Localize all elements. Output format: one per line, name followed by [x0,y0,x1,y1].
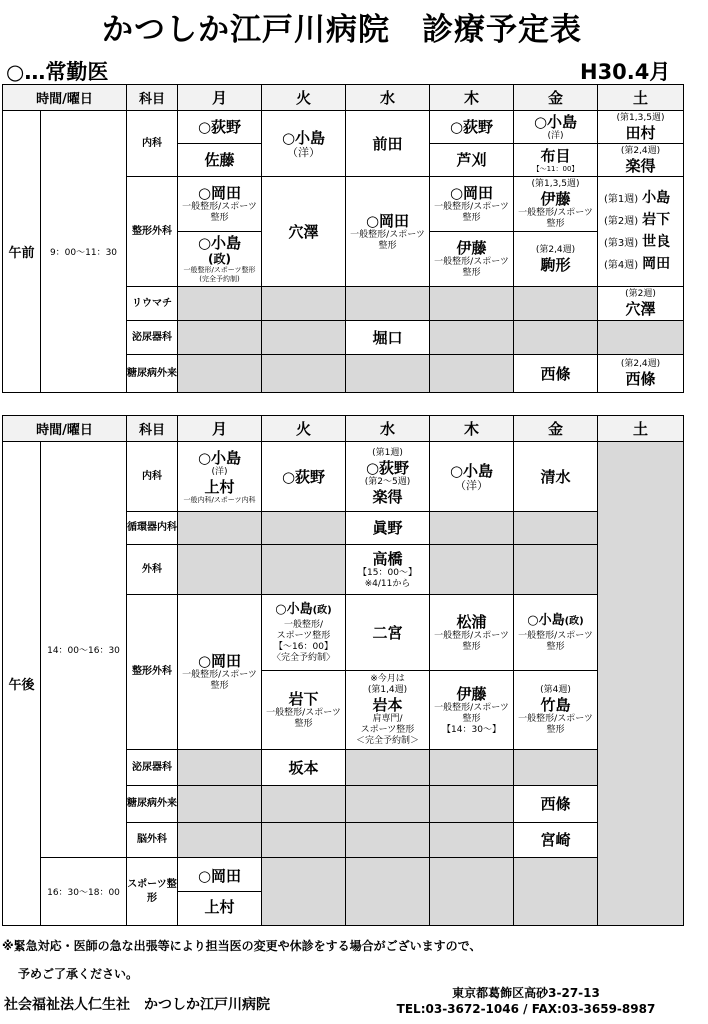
doctor-name: ○小島 [533,112,578,131]
cell [430,177,514,232]
morning-schedule-table [2,84,684,393]
cell [346,111,430,177]
specialty: 一般整形/スポーツ整形 [518,207,593,229]
day-header-mon: 月 [178,85,262,111]
empty-cell [178,750,262,786]
doctor-note: (政) [564,616,584,627]
time-note: 【15：00～】 [358,567,417,578]
sat-rotation [598,210,683,232]
empty-cell [430,321,514,355]
specialty: 一般整形/スポーツ整形 [518,631,593,652]
week-note: (第2週) [625,289,656,299]
doctor-name: 伊藤 [540,189,571,208]
doctor-name: 駒形 [540,255,571,274]
empty-cell [178,512,262,545]
doctor-name: 布目 [540,146,571,165]
specialty: 一般整形/スポーツ整形 [182,202,257,223]
doctor-name: 伊藤 [456,684,487,703]
sat-rotation [598,254,683,276]
empty-cell [598,321,684,355]
cell [346,442,430,512]
header-row [3,416,684,442]
legend-text: ○…常勤医 [6,60,109,84]
specialty: 一般整形/スポーツ整形 [434,257,509,278]
cell [430,232,514,287]
notice-line-2: 予めご了承ください。 [18,967,139,981]
morning-time: 9：00～11：30 [41,111,127,393]
doctor-name: 上村 [204,477,235,496]
doctor-name: 高橋 [372,549,403,568]
week-note: (第3週) [604,237,639,249]
dept-junkan: 循環器内科 [127,512,178,545]
day-header-fri: 金 [514,416,598,442]
week-note: (第2～5週) [364,476,411,487]
doctor-note: (政) [312,605,332,616]
empty-cell [346,823,430,858]
cell [262,177,346,287]
cell [262,750,346,786]
doctor-note: (政) [208,252,231,266]
morning-label: 午前 [3,111,41,393]
doctor-name: 岩下 [288,690,319,708]
doctor-name: ○岡田 [197,652,242,670]
reservation-note: (完全予約制) [199,275,240,283]
doctor-name: ○岡田 [197,184,242,202]
cell [598,144,684,177]
doctor-name: ○荻野 [365,458,410,477]
cell [598,287,684,321]
specialty: 一般整形/スポーツ整形 [266,708,341,729]
doctor-name: 芦刈 [456,151,487,169]
day-header-mon: 月 [178,416,262,442]
cell [346,177,430,287]
doctor-name: 宮崎 [540,831,571,849]
day-header-wed: 水 [346,85,430,111]
time-note: 【～11：00】 [532,164,579,173]
doctor-name: 坂本 [288,758,319,777]
afternoon-time-2: 16：30～18：00 [41,858,127,926]
empty-cell [430,750,514,786]
doctor-name: ○小島 [281,129,326,147]
dept-seikei: 整形外科 [127,177,178,287]
cell [346,545,430,595]
notice-line-1: ※緊急対応・医師の急な出張等により担当医の変更や休診をする場合がございますので、 [2,939,482,953]
hospital-address: 東京都葛飾区高砂3-27-13 [452,986,600,1000]
cell [598,111,684,144]
specialty: 一般整形/スポーツ整形 [434,630,509,652]
cell [514,232,598,287]
month-note: ※今月は [370,673,405,684]
sat-closed-cell [598,442,684,926]
specialty: 一般整形/スポーツ整形 [183,266,256,274]
week-note: (第1週) [604,193,639,205]
doctor-name: ○小島 [197,448,242,467]
empty-cell [430,545,514,595]
empty-cell [262,512,346,545]
header-row [3,85,684,111]
cell [514,355,598,393]
doctor-name: 清水 [540,467,571,486]
empty-cell [262,355,346,393]
cell [430,144,514,177]
empty-cell [514,287,598,321]
dept-geka: 外科 [127,545,178,595]
specialty: 一般整形/スポーツ整形 [518,713,593,735]
cell [262,595,346,671]
doctor-note: （洋） [287,146,320,159]
specialty: 一般整形/スポーツ整形 [434,702,509,724]
cell [514,144,598,177]
specialty: 一般整形/スポーツ整形 [434,202,509,223]
day-header-wed: 水 [346,416,430,442]
empty-cell [514,545,598,595]
dept-uro: 泌尿器科 [127,750,178,786]
doctor-name: ○岡田 [365,211,410,230]
reservation-note: 〈完全予約制〉 [271,653,335,663]
week-note: (第1,3,5週) [531,178,580,189]
empty-cell [430,823,514,858]
empty-cell [262,287,346,321]
afternoon-label: 午後 [3,442,41,926]
specialty: スポーツ整形 [276,631,331,641]
cell [262,671,346,750]
dept-naika: 内科 [127,111,178,177]
doctor-name: 楽得 [372,487,403,506]
cell [178,858,262,926]
cell [430,442,514,512]
cell [178,144,262,177]
time-note: 【14：30～】 [442,724,501,735]
cell [514,111,598,144]
empty-cell [346,287,430,321]
cell [514,595,598,671]
cell [514,786,598,823]
dept-sports: スポーツ整形 [127,858,178,926]
specialty: 一般整形/スポーツ整形 [350,229,425,251]
afternoon-time-1: 14：00～16：30 [41,442,127,858]
doctor-name: ○小島 [527,613,565,628]
doctor-name: 西條 [540,795,571,813]
doctor-name: 穴澤 [625,300,656,318]
dept-uro: 泌尿器科 [127,321,178,355]
cell [430,111,514,144]
cell [514,671,598,750]
empty-cell [178,823,262,858]
empty-cell [262,321,346,355]
empty-cell [514,321,598,355]
cell [598,177,684,287]
dept-naika: 内科 [127,442,178,512]
reservation-note: ＜完全予約制＞ [355,735,419,746]
empty-cell [178,786,262,823]
dept-dm: 糖尿病外来 [127,355,178,393]
specialty: 一般整形/ [283,620,324,630]
empty-cell [430,512,514,545]
week-note: (第4週) [540,684,571,695]
empty-cell [262,786,346,823]
cell [178,442,262,512]
empty-cell [346,786,430,823]
doctor-name: 西條 [540,364,571,383]
dept-header: 科目 [127,416,178,442]
cell [346,321,430,355]
day-header-sat: 土 [598,85,684,111]
doctor-name: 岩本 [372,695,403,714]
doctor-name: 岡田 [642,255,671,272]
cell [262,442,346,512]
cell [514,823,598,858]
empty-cell [514,512,598,545]
cell [514,177,598,232]
week-note: (第1,3,5週) [616,112,665,123]
week-note: (第1,4週) [367,684,408,695]
doctor-name: 前田 [372,134,403,153]
page-title: かつしか江戸川病院 診療予定表 [102,12,582,48]
doctor-name: 伊藤 [456,239,487,257]
doctor-note: （洋） [455,479,488,492]
week-note: (第4週) [604,259,639,271]
cell [598,355,684,393]
empty-cell [430,355,514,393]
dept-neuro: 脳外科 [127,823,178,858]
doctor-name: 田村 [625,123,656,142]
day-header-thu: 木 [430,416,514,442]
cell [430,595,514,671]
doctor-name: 竹島 [540,695,571,714]
empty-cell [514,750,598,786]
day-header-sat: 土 [598,416,684,442]
doctor-name: 二宮 [372,623,403,642]
week-note: (第2,4週) [535,244,576,255]
sat-rotation [598,232,683,254]
doctor-name: ○岡田 [449,184,494,202]
organization-name: 社会福祉法人仁生社 かつしか江戸川病院 [4,997,270,1013]
specialty: 一般内科/スポーツ内科 [183,495,256,504]
doctor-name: 世良 [642,233,671,250]
doctor-name: 佐藤 [204,151,235,169]
doctor-note: (洋) [547,130,564,141]
day-header-tue: 火 [262,85,346,111]
afternoon-schedule-table [2,415,684,926]
empty-cell [178,321,262,355]
dept-rheum: リウマチ [127,287,178,321]
doctor-name: 堀口 [372,328,403,347]
doctor-name: ○小島 [197,234,242,252]
empty-cell [430,858,514,926]
week-note: (第2週) [604,215,639,227]
doctor-name: 岩下 [642,211,671,228]
cell [346,595,430,671]
doctor-name: 楽得 [625,156,656,175]
cell [178,177,262,232]
empty-cell [178,355,262,393]
doctor-note: (洋) [211,466,228,477]
time-day-header: 時間/曜日 [3,416,127,442]
dept-dm: 糖尿病外来 [127,786,178,823]
empty-cell [346,750,430,786]
dept-header: 科目 [127,85,178,111]
cell [514,442,598,512]
empty-cell [430,786,514,823]
specialty: 肩専門/ [372,713,403,724]
cell [178,595,262,750]
date-note: ※4/11から [364,578,411,589]
day-header-tue: 火 [262,416,346,442]
hospital-contact [368,985,684,1017]
doctor-name: 眞野 [372,519,403,537]
empty-cell [178,545,262,595]
doctor-name: ○小島 [275,602,313,617]
doctor-name: ○小島 [449,462,494,480]
day-header-fri: 金 [514,85,598,111]
cell [262,111,346,177]
week-note: (第2,4週) [620,359,661,369]
empty-cell [262,858,346,926]
cell [346,671,430,750]
doctor-name: 上村 [178,891,261,922]
day-header-thu: 木 [430,85,514,111]
doctor-name: ○岡田 [197,867,242,885]
doctor-name: ○荻野 [197,118,242,136]
empty-cell [346,355,430,393]
empty-cell [346,858,430,926]
time-note: 【～16：00】 [274,642,333,652]
doctor-name: 西條 [625,370,656,388]
empty-cell [430,287,514,321]
week-note: (第1週) [372,447,403,458]
cell [430,671,514,750]
cell [346,512,430,545]
doctor-name: 松浦 [456,612,487,631]
empty-cell [262,545,346,595]
empty-cell [178,287,262,321]
empty-cell [514,858,598,926]
cell [178,232,262,287]
hospital-phone: TEL:03-3672-1046 / FAX:03-3659-8987 [396,1002,656,1016]
time-day-header: 時間/曜日 [3,85,127,111]
week-note: (第2,4週) [620,145,661,156]
specialty: スポーツ整形 [360,724,415,735]
doctor-name: 小島 [642,189,671,206]
empty-cell [262,823,346,858]
sat-rotation [598,188,683,210]
specialty: 一般整形/スポーツ整形 [182,670,257,691]
dept-seikei: 整形外科 [127,595,178,750]
doctor-name: ○荻野 [449,118,494,136]
cell [178,111,262,144]
doctor-name: ○荻野 [281,467,326,486]
schedule-date: H30.4月 [580,60,671,84]
doctor-name: 穴澤 [288,222,319,241]
